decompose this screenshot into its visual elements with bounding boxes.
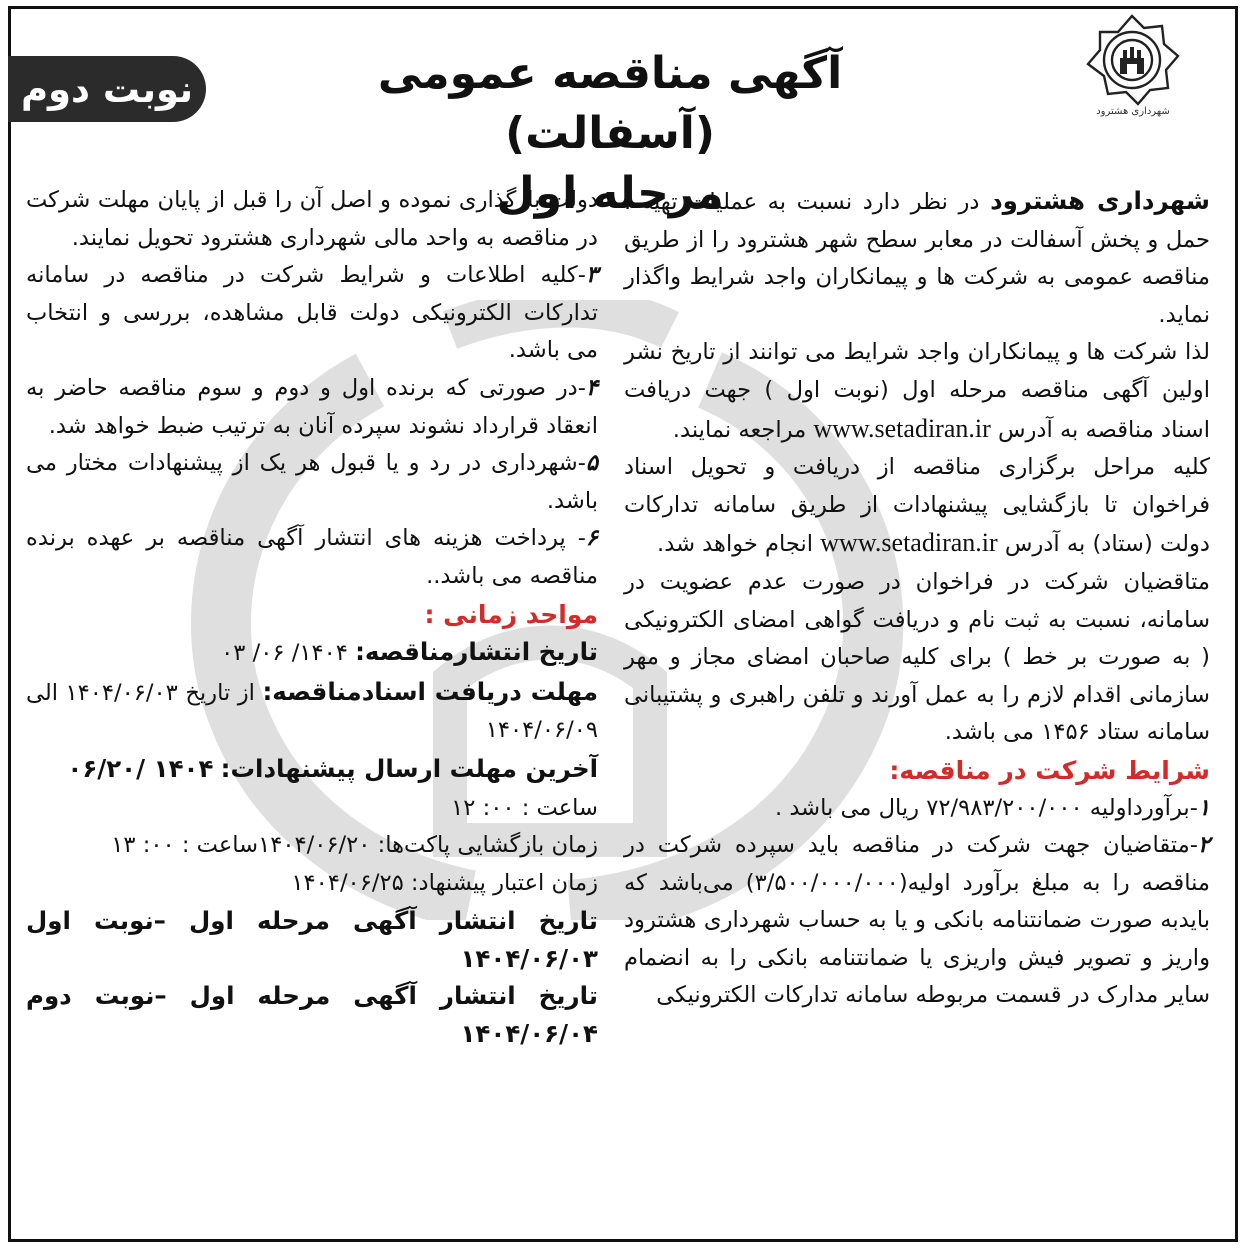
conditions-heading: شرایط شرکت در مناقصه: bbox=[889, 755, 1210, 785]
condition-3 bbox=[26, 257, 598, 370]
publication-round-1: تاریخ انتشار آگهی مرحله اول –نوبت اول ۱۴۰۴/۰۶/۰۳ bbox=[26, 906, 598, 973]
condition-1-text: -برآورداولیه ۷۲/۹۸۳/۲۰۰/۰۰۰ ریال می باشد . bbox=[774, 794, 1198, 821]
registration-paragraph: متاقضیان شرکت در فراخوان در صورت عدم عضویت در سامانه، نسبت به ثبت نام و دریافت گواهی امضای الکترونیکی ( به صورت بر خط ) برای کلیه صاحبان امضای مجاز و مهر سازمانی اقدام لازم را به عمل آورند و تلفن راهبری و پشتیبانی سامانه ستاد ۱۴۵۶ می باشد. bbox=[624, 568, 1210, 746]
condition-2-number: ۲ bbox=[1197, 832, 1210, 859]
documents-text: لذا شرکت ها و پیمانکاران واجد شرایط می توانند از تاریخ نشر اولین آگهی مناقصه مرحله اول (نوبت اول ) جهت دریافت اسناد مناقصه به آدرس bbox=[624, 339, 1210, 443]
condition-2-continued: دولت بارگذاری نموده و اصل آن را قبل از پایان مهلت شرکت در مناقصه به واحد مالی شهرداری هشترود تحویل نمایند. bbox=[26, 187, 598, 251]
deadline-publication-label: تاریخ انتشارمناقصه: bbox=[355, 637, 598, 667]
left-column bbox=[26, 182, 598, 1053]
deadline-documents-label: مهلت دریافت اسنادمناقصه: bbox=[262, 676, 598, 706]
title-line-2: مرحله اول bbox=[496, 168, 724, 219]
condition-4 bbox=[26, 370, 598, 445]
condition-2-text: -متقاضیان جهت شرکت در مناقصه باید سپرده شرکت در مناقصه را به مبلغ برآورد اولیه(۳/۵۰۰/۰۰۰/۰۰۰) می‌باشد که بایدبه صورت ضمانتنامه بانکی و یا به حساب شهرداری هشترود واریز و تصویر فیش واریزی یا ضمانتنامه بانکی را به انضمام سایر مدارک در قسمت مربوطه سامانه تدارکات الکترونیکی bbox=[624, 832, 1210, 1009]
right-column bbox=[624, 182, 1210, 1015]
intro-text: در نظر دارد نسبت به عملیات تهیه ، حمل و پخش آسفالت در معابر سطح شهر هشترود را از طریق مناقصه عمومی به شرکت ها و پیمانکاران واجد شرایط واگذار نماید. bbox=[624, 189, 1210, 328]
deadline-documents-value: از تاریخ ۱۴۰۴/۰۶/۰۳ الی ۱۴۰۴/۰۶/۰۹ bbox=[26, 679, 598, 744]
condition-3-text: -کلیه اطلاعات و شرایط شرکت در مناقصه در سامانه تدارکات الکترونیکی دولت قابل مشاهده، بررسی و انتخاب می باشد. bbox=[26, 262, 598, 364]
documents-text-end: مراجعه نمایند. bbox=[672, 416, 807, 443]
condition-5-text: -شهرداری در رد و یا قبول هر یک از پیشنهادات مختار می باشد. bbox=[26, 450, 598, 514]
deadlines-heading: مواحد زمانی : bbox=[424, 599, 598, 629]
badge-second-round: نوبت دوم bbox=[8, 56, 206, 122]
proposal-validity: زمان اعتبار پیشنهاد: ۱۴۰۴/۰۶/۲۵ bbox=[291, 869, 598, 896]
setad-url-link[interactable]: www.setadiran.ir bbox=[813, 413, 991, 443]
condition-3-number: ۳ bbox=[585, 262, 598, 289]
publication-round-2: تاریخ انتشار آگهی مرحله اول –نوبت دوم ۱۴۰۴/۰۶/۰۴ bbox=[26, 981, 598, 1049]
deadline-proposals-value: ۱۴۰۴ /۰۶/۲۰ bbox=[67, 753, 214, 783]
logo-caption: شهرداری هشترود bbox=[1096, 106, 1170, 117]
deadline-proposals bbox=[26, 750, 598, 790]
setad-url-link-2[interactable]: www.setadiran.ir bbox=[820, 528, 998, 558]
process-text: کلیه مراحل برگزاری مناقصه از دریافت و تحویل اسناد فراخوان تا بازگشایی پیشنهادات از طریق سامانه تدارکات دولت (ستاد) به آدرس bbox=[624, 454, 1210, 558]
intro-municipality: شهرداری هشترود bbox=[990, 186, 1210, 215]
condition-1-number: ۱ bbox=[1197, 794, 1210, 821]
condition-6-number: ۶ bbox=[585, 525, 598, 552]
opening-time: زمان بازگشایی پاکت‌ها: ۱۴۰۴/۰۶/۲۰ساعت : ۰۰: ۱۳ bbox=[111, 832, 598, 859]
condition-1 bbox=[624, 790, 1210, 828]
condition-4-text: -در صورتی که برنده اول و دوم و سوم مناقصه حاضر به انعقاد قرارداد نشوند سپرده آنان به ترتیب ضبط خواهد شد. bbox=[26, 374, 598, 439]
title-line-1: آگهی مناقصه عمومی (آسفالت) bbox=[377, 48, 843, 159]
condition-4-number: ۴ bbox=[585, 374, 598, 401]
process-text-end: انجام خواهد شد. bbox=[657, 531, 814, 558]
condition-5 bbox=[26, 445, 598, 520]
deadline-publication-value: ۱۴۰۴/ ۰۶/ ۰۳ bbox=[221, 640, 348, 667]
deadline-documents bbox=[26, 673, 598, 750]
deadline-proposals-label: آخرین مهلت ارسال پیشنهادات: bbox=[220, 753, 598, 783]
intro-paragraph bbox=[624, 182, 1210, 334]
documents-paragraph bbox=[624, 334, 1210, 449]
condition-6 bbox=[26, 520, 598, 595]
deadline-publication bbox=[26, 633, 598, 673]
process-paragraph bbox=[624, 449, 1210, 564]
condition-5-number: ۵ bbox=[585, 450, 598, 477]
condition-6-text: - پرداخت هزینه های انتشار آگهی مناقصه بر عهده برنده مناقصه می باشد.. bbox=[26, 525, 598, 589]
condition-2 bbox=[624, 827, 1210, 1015]
deadline-proposals-time: ساعت : ۰۰: ۱۲ bbox=[451, 794, 598, 821]
